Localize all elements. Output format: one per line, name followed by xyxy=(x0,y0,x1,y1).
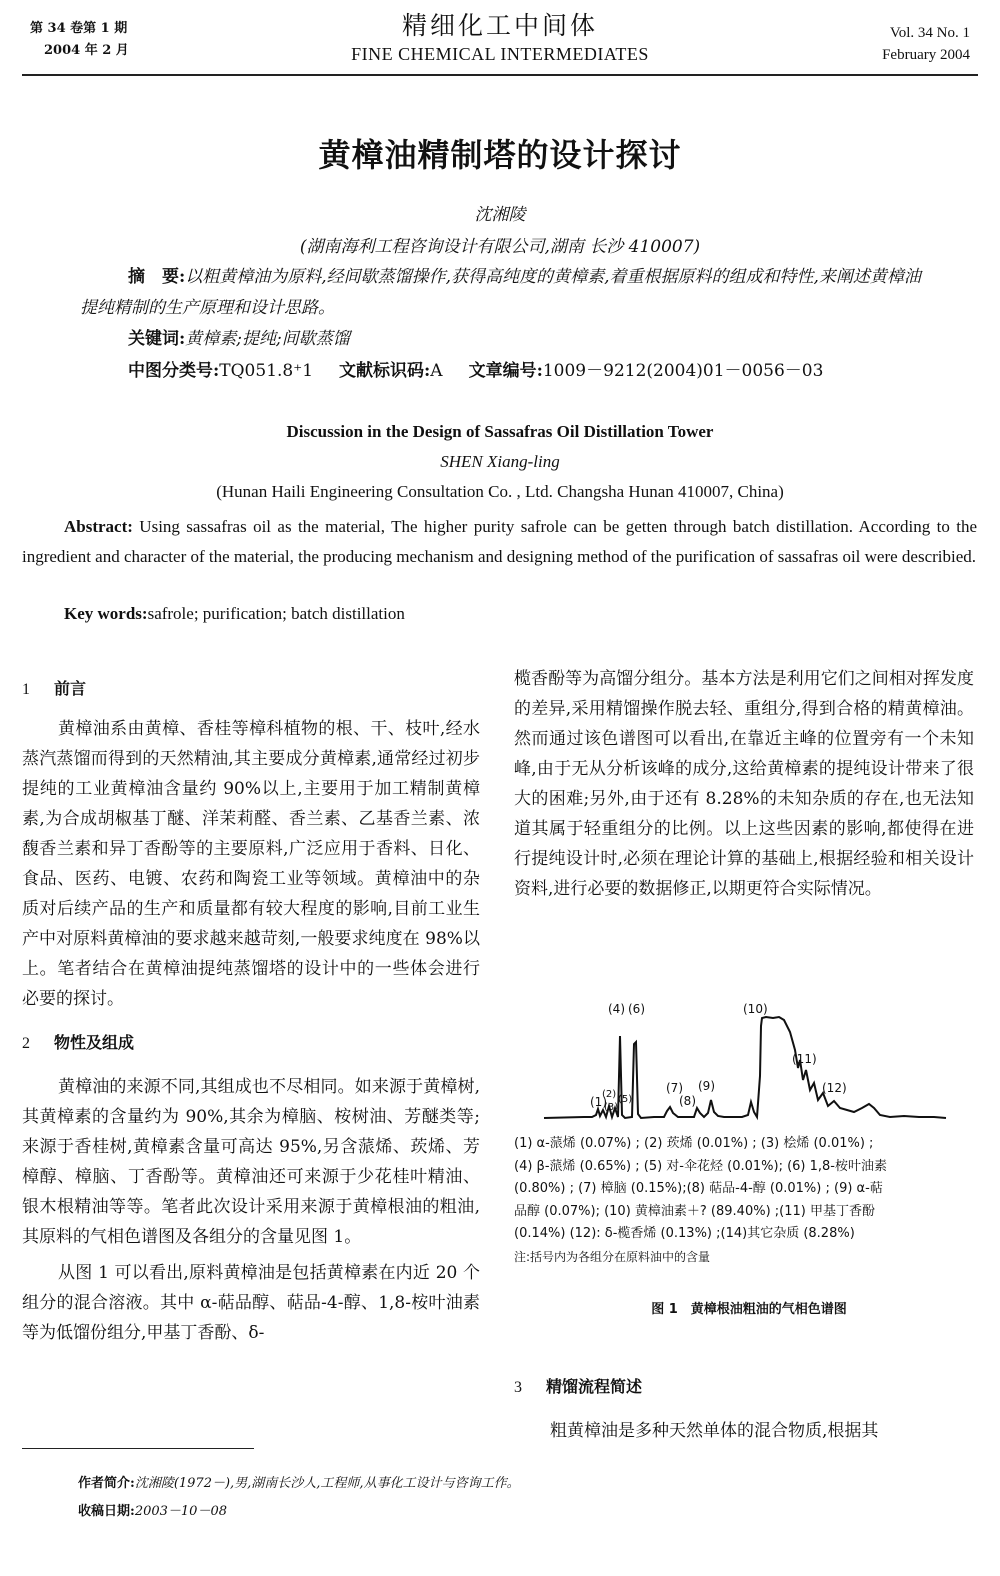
keywords-cn-text: 黄樟素;提纯;间歇蒸馏 xyxy=(185,329,350,349)
paper-title-cn: 黄樟油精制塔的设计探讨 xyxy=(318,136,682,174)
section-1-paragraph: 黄樟油系由黄樟、香桂等樟科植物的根、干、枝叶,经水蒸汽蒸馏而得到的天然精油,其主要成分黄樟素,通常经过初步提纯的工业黄樟油含量约 90%以上,主要用于加工精制黄樟素,为合成胡椒基丁醚、洋茉莉醛、香兰素、乙基香兰素、浓馥香兰素和异丁香酚等的主要原料,广泛应用于香料、日化、食品、医药、电镀、农药和陶瓷工业等领域。黄樟油中的杂质对后续产品的生产和质量都有较大程度的影响,目前工业生产中对原料黄樟油的要求越来越苛刻,一般要求纯度在 98%以上。笔者结合在黄樟油提纯蒸馏塔的设计中的一些体会进行必要的探讨。 xyxy=(22,719,480,1009)
peak-label-6: (6) xyxy=(628,1002,645,1016)
abstract-cn xyxy=(80,262,930,324)
legend-note: 注:括号内为各组分在原料油中的含量 xyxy=(514,1249,711,1264)
legend-line: (0.14%) (12): δ-榄香烯 (0.13%) ;(14)其它杂质 (8.28%) xyxy=(514,1226,855,1241)
clc-value: TQ051.8⁺1 xyxy=(219,361,314,381)
keywords-en-text: safrole; purification; batch distillation xyxy=(147,604,405,623)
peak-label-3: (3) xyxy=(604,1102,619,1113)
right-column xyxy=(514,664,974,904)
paper-title-en: Discussion in the Design of Sassafras Oil Distillation Tower xyxy=(286,422,714,441)
author-bio-text: 沈湘陵(1972－),男,湖南长沙人,工程师,从事化工设计与咨询工作。 xyxy=(134,1476,520,1491)
affiliation-en: (Hunan Haili Engineering Consultation Co. , Ltd. Changsha Hunan 410007, China) xyxy=(216,482,784,501)
section-1-heading xyxy=(22,674,480,714)
doc-code-value: A xyxy=(430,361,443,381)
author-en: SHEN Xiang-ling xyxy=(440,452,560,471)
peak-label-10: (10) xyxy=(743,1002,768,1016)
figure-caption: 图 1 黄樟根油粗油的气相色谱图 xyxy=(651,1302,847,1317)
affiliation-cn: (湖南海利工程咨询设计有限公司,湖南 长沙 410007) xyxy=(299,237,701,257)
section-2-continuation: 榄香酚等为高馏分组分。基本方法是利用它们之间相对挥发度的差异,采用精馏操作脱去轻、重组分,得到合格的精黄樟油。然而通过该色谱图可以看出,在靠近主峰的位置旁有一个未知峰,由于无从分析该峰的成分,这给黄樟素的提纯设计带来了很大的困难;另外,由于还有 8.28%的未知杂质的存在,也无法知道其属于轻重组分的比例。以上这些因素的影响,都使得在进行提纯设计时,必须在理论计算的基础上,根据经验和相关设计资料,进行必要的数据修正,以期更符合实际情况。 xyxy=(514,669,974,899)
classification-line xyxy=(128,356,823,381)
section-1-title: 前言 xyxy=(54,679,87,698)
peak-label-5: (5) xyxy=(618,1094,633,1105)
journal-name xyxy=(290,10,710,66)
section-1-number: 1 xyxy=(22,681,30,698)
footnote-rule xyxy=(22,1448,254,1449)
legend-line: (4) β-蒎烯 (0.65%) ; (5) 对-伞花烃 (0.01%); (6) 1,8-桉叶油素 xyxy=(514,1158,887,1174)
abstract-en-label: Abstract: xyxy=(64,517,133,536)
journal-name-cn: 精细化工中间体 xyxy=(401,11,598,40)
received-date xyxy=(78,1500,227,1519)
section-2-heading xyxy=(22,1028,480,1072)
section-2-number: 2 xyxy=(22,1035,30,1052)
keywords-en-label: Key words: xyxy=(64,604,148,623)
chromatogram-figure xyxy=(514,1000,984,1132)
left-column xyxy=(22,674,480,1348)
legend-line: (1) α-蒎烯 (0.07%) ; (2) 莰烯 (0.01%) ; (3) 桧烯 (0.01%) ; xyxy=(514,1136,874,1151)
abstract-cn-label: 摘 要: xyxy=(128,267,186,287)
abstract-cn-text: 以粗黄樟油为原料,经间歇蒸馏操作,获得高纯度的黄樟素,着重根据原料的组成和特性,来阐述黄樟油提纯精制的生产原理和设计思路。 xyxy=(80,267,921,318)
issue-volume-en: Vol. 34 No. 1 xyxy=(889,25,970,41)
keywords-cn xyxy=(128,324,350,349)
section-2-title: 物性及组成 xyxy=(54,1033,135,1052)
peak-label-11: (11) xyxy=(792,1052,817,1066)
section-3-title: 精馏流程简述 xyxy=(546,1377,643,1396)
peak-label-12: (12) xyxy=(822,1081,847,1095)
abstract-en-text: Using sassafras oil as the material, The higher purity safrole can be getten through batch distillation. According to the ingredient and character of the material, the producing mechanism and designing method of the purification of sassafras oil were describied. xyxy=(22,517,977,566)
section-3-heading xyxy=(514,1372,974,1416)
journal-name-en: FINE CHEMICAL INTERMEDIATES xyxy=(351,44,649,64)
issue-info xyxy=(30,18,129,62)
keywords-en xyxy=(64,604,405,624)
author-cn: 沈湘陵 xyxy=(474,205,526,225)
author-bio xyxy=(78,1472,520,1491)
section-3-number: 3 xyxy=(514,1379,522,1396)
legend-line: (0.80%) ; (7) 樟脑 (0.15%);(8) 萜品-4-醇 (0.01%) ; (9) α-萜 xyxy=(514,1181,883,1196)
issue-date-en: February 2004 xyxy=(882,47,970,63)
issue-volume: 第 34 卷第 1 期 xyxy=(30,21,128,36)
issue-date: 2004 年 2 月 xyxy=(44,43,129,58)
section-2-paragraph-2: 从图 1 可以看出,原料黄樟油是包括黄樟素在内近 20 个组分的混合溶液。其中 α-萜品醇、萜品-4-醇、1,8-桉叶油素等为低馏份组分,甲基丁香酚、δ- xyxy=(22,1263,480,1343)
clc-label: 中图分类号: xyxy=(128,361,220,381)
section-3-paragraph: 粗黄樟油是多种天然单体的混合物质,根据其 xyxy=(550,1421,879,1441)
section-2-paragraph-1: 黄樟油的来源不同,其组成也不尽相同。如来源于黄樟树,其黄樟素的含量约为 90%,其余为樟脑、桉树油、芳醚类等;来源于香桂树,黄樟素含量可高达 95%,另含蒎烯、莰烯、芳樟醇、樟脑、丁香酚等。黄樟油还可来源于少花桂叶精油、银木根精油等等。笔者此次设计采用来源于黄樟根油的粗油,其原料的气相色谱图及各组分的含量见图 1。 xyxy=(22,1077,480,1247)
legend-line: 品醇 (0.07%); (10) 黄樟油素＋? (89.40%) ;(11) 甲基丁香酚 xyxy=(514,1203,875,1219)
keywords-cn-label: 关键词: xyxy=(128,329,186,349)
peak-label-8: (8) xyxy=(679,1094,696,1108)
section-3 xyxy=(514,1372,974,1446)
header-rule xyxy=(22,74,978,76)
received-date-text: 2003－10－08 xyxy=(134,1504,227,1519)
peak-labels xyxy=(590,1002,847,1113)
author-bio-label: 作者简介: xyxy=(78,1476,135,1491)
article-number-label: 文章编号: xyxy=(468,361,543,381)
peak-label-9: (9) xyxy=(698,1079,715,1093)
received-date-label: 收稿日期: xyxy=(78,1504,135,1519)
peak-label-7: (7) xyxy=(666,1081,683,1095)
doc-code-label: 文献标识码: xyxy=(339,361,431,381)
article-number-value: 1009－9212(2004)01－0056－03 xyxy=(542,361,824,381)
peak-label-2: (2) xyxy=(602,1089,617,1100)
issue-info-en xyxy=(882,22,970,66)
figure-legend xyxy=(514,1133,984,1268)
peak-label-1: (1) xyxy=(590,1095,607,1109)
abstract-en xyxy=(22,512,977,572)
peak-label-4: (4) xyxy=(608,1002,625,1016)
